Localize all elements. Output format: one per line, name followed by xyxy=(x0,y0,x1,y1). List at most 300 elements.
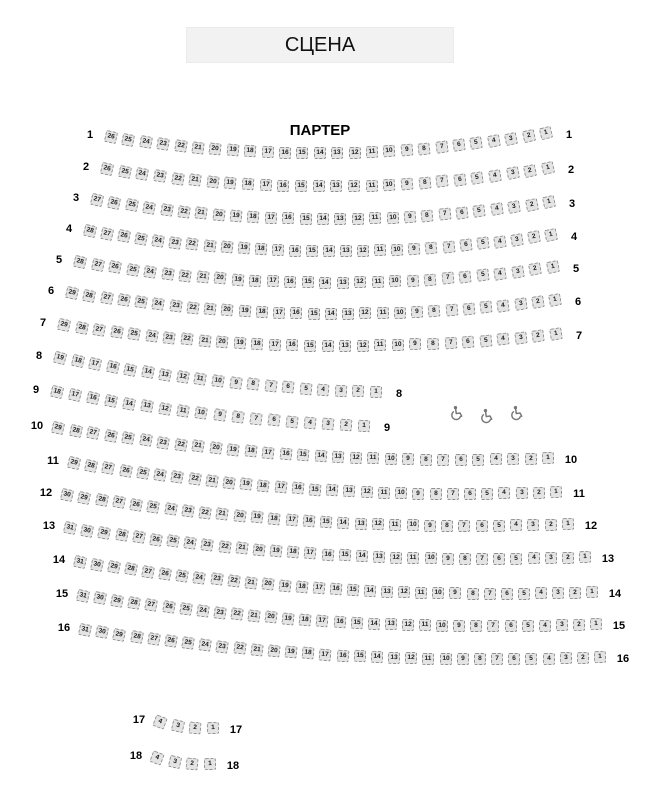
seat[interactable]: 16 xyxy=(289,244,301,256)
seat[interactable]: 23 xyxy=(160,203,174,217)
seat[interactable]: 8 xyxy=(419,453,431,465)
seat[interactable]: 19 xyxy=(238,305,251,318)
seat[interactable]: 11 xyxy=(365,179,378,192)
seat[interactable]: 4 xyxy=(152,714,167,729)
seat[interactable]: 26 xyxy=(104,130,118,144)
seat[interactable]: 23 xyxy=(153,170,167,184)
seat[interactable]: 1 xyxy=(207,722,220,735)
wheelchair-icon[interactable] xyxy=(477,407,495,425)
seat[interactable]: 2 xyxy=(186,757,199,770)
seat[interactable]: 4 xyxy=(494,267,508,281)
seat[interactable]: 20 xyxy=(209,143,222,156)
seat[interactable]: 12 xyxy=(349,451,362,464)
seat[interactable]: 21 xyxy=(247,609,260,622)
seat[interactable]: 22 xyxy=(188,472,202,486)
seat[interactable]: 2 xyxy=(524,452,536,464)
seat[interactable]: 28 xyxy=(73,255,87,269)
seat[interactable]: 24 xyxy=(142,201,156,215)
seat[interactable]: 3 xyxy=(544,552,556,564)
seat[interactable]: 8 xyxy=(418,142,431,155)
seat[interactable]: 26 xyxy=(129,498,143,512)
seat[interactable]: 24 xyxy=(151,297,165,311)
seat[interactable]: 2 xyxy=(573,618,586,631)
seat[interactable]: 14 xyxy=(317,213,329,225)
seat[interactable]: 20 xyxy=(214,272,227,285)
seat[interactable]: 19 xyxy=(226,144,239,157)
seat[interactable]: 15 xyxy=(104,394,118,408)
seat[interactable]: 17 xyxy=(266,275,279,288)
seat[interactable]: 1 xyxy=(544,228,558,242)
seat[interactable]: 16 xyxy=(86,391,100,405)
seat[interactable]: 24 xyxy=(196,604,210,618)
seat[interactable]: 17 xyxy=(259,179,272,192)
seat[interactable]: 12 xyxy=(176,370,190,384)
seat[interactable]: 26 xyxy=(158,567,172,581)
seat[interactable]: 17 xyxy=(312,581,325,594)
seat[interactable]: 25 xyxy=(121,431,135,445)
seat[interactable]: 29 xyxy=(51,421,65,435)
seat[interactable]: 12 xyxy=(348,146,360,158)
seat[interactable]: 18 xyxy=(70,354,85,369)
seat[interactable]: 21 xyxy=(250,643,263,656)
seat[interactable]: 1 xyxy=(549,327,563,341)
seat[interactable]: 2 xyxy=(189,721,202,734)
seat[interactable]: 13 xyxy=(342,308,354,320)
seat[interactable]: 15 xyxy=(309,483,322,496)
seat[interactable]: 1 xyxy=(586,586,599,599)
seat[interactable]: 16 xyxy=(284,276,296,288)
seat[interactable]: 21 xyxy=(188,174,201,187)
seat[interactable]: 6 xyxy=(452,138,466,152)
seat[interactable]: 25 xyxy=(127,327,141,341)
seat[interactable]: 21 xyxy=(235,542,248,555)
seat[interactable]: 7 xyxy=(458,520,470,532)
seat[interactable]: 4 xyxy=(149,750,164,765)
seat[interactable]: 7 xyxy=(476,553,488,565)
seat[interactable]: 16 xyxy=(290,307,302,319)
seat[interactable]: 25 xyxy=(118,165,132,179)
seat[interactable]: 25 xyxy=(134,232,148,246)
seat[interactable]: 24 xyxy=(143,265,157,279)
seat[interactable]: 6 xyxy=(508,653,520,665)
seat[interactable]: 26 xyxy=(110,325,124,339)
seat[interactable]: 29 xyxy=(67,456,81,470)
seat[interactable]: 2 xyxy=(523,164,537,178)
seat[interactable]: 20 xyxy=(267,644,280,657)
seat[interactable]: 6 xyxy=(501,588,513,600)
seat[interactable]: 29 xyxy=(110,594,124,608)
seat[interactable]: 31 xyxy=(76,589,90,603)
seat[interactable]: 17 xyxy=(261,446,274,459)
seat[interactable]: 8 xyxy=(459,553,471,565)
seat[interactable]: 10 xyxy=(383,179,396,192)
seat[interactable]: 3 xyxy=(507,453,519,465)
seat[interactable]: 27 xyxy=(132,530,146,544)
seat[interactable]: 6 xyxy=(493,553,505,565)
seat[interactable]: 21 xyxy=(203,239,216,252)
seat[interactable]: 7 xyxy=(441,272,454,285)
seat[interactable]: 9 xyxy=(406,274,419,287)
seat[interactable]: 9 xyxy=(403,210,416,223)
seat[interactable]: 28 xyxy=(75,320,89,334)
seat[interactable]: 4 xyxy=(542,652,554,664)
seat[interactable]: 19 xyxy=(278,579,291,592)
seat[interactable]: 11 xyxy=(419,619,431,631)
seat[interactable]: 8 xyxy=(427,337,440,350)
seat[interactable]: 17 xyxy=(319,648,332,661)
seat[interactable]: 13 xyxy=(334,213,346,225)
seat[interactable]: 28 xyxy=(115,528,129,542)
seat[interactable]: 24 xyxy=(164,502,178,516)
seat[interactable]: 7 xyxy=(445,303,458,316)
seat[interactable]: 24 xyxy=(151,234,165,248)
seat[interactable]: 18 xyxy=(302,647,315,660)
seat[interactable]: 8 xyxy=(429,488,441,500)
seat[interactable]: 28 xyxy=(130,630,144,644)
seat[interactable]: 26 xyxy=(162,600,176,614)
seat[interactable]: 13 xyxy=(343,485,356,498)
seat[interactable]: 18 xyxy=(247,211,260,224)
seat[interactable]: 12 xyxy=(402,619,414,631)
seat[interactable]: 23 xyxy=(156,137,170,151)
seat[interactable]: 20 xyxy=(206,175,219,188)
seat[interactable]: 31 xyxy=(63,521,77,535)
seat[interactable]: 22 xyxy=(233,641,246,654)
seat[interactable]: 15 xyxy=(306,245,318,257)
seat[interactable]: 5 xyxy=(473,204,487,218)
seat[interactable]: 25 xyxy=(125,198,139,212)
seat[interactable]: 14 xyxy=(319,277,331,289)
seat[interactable]: 10 xyxy=(195,406,209,420)
seat[interactable]: 27 xyxy=(90,193,104,207)
seat[interactable]: 5 xyxy=(510,553,522,565)
seat[interactable]: 27 xyxy=(92,323,106,337)
seat[interactable]: 9 xyxy=(213,408,227,422)
seat[interactable]: 15 xyxy=(307,307,319,319)
seat[interactable]: 17 xyxy=(269,338,282,351)
seat[interactable]: 28 xyxy=(68,424,82,438)
seat[interactable]: 31 xyxy=(73,555,87,569)
seat[interactable]: 30 xyxy=(93,591,107,605)
seat[interactable]: 15 xyxy=(304,339,316,351)
seat[interactable]: 20 xyxy=(222,476,235,489)
seat[interactable]: 20 xyxy=(212,208,225,221)
seat[interactable]: 2 xyxy=(569,586,581,598)
seat[interactable]: 10 xyxy=(432,587,444,599)
seat[interactable]: 11 xyxy=(407,552,419,564)
seat[interactable]: 18 xyxy=(50,385,65,400)
seat[interactable]: 24 xyxy=(139,135,153,149)
seat[interactable]: 23 xyxy=(181,504,195,518)
seat[interactable]: 2 xyxy=(562,551,575,564)
seat[interactable]: 4 xyxy=(535,587,547,599)
seat[interactable]: 3 xyxy=(559,652,571,664)
seat[interactable]: 7 xyxy=(487,620,499,632)
seat[interactable]: 3 xyxy=(506,166,520,180)
seat[interactable]: 30 xyxy=(95,625,109,639)
seat[interactable]: 12 xyxy=(405,652,417,664)
seat[interactable]: 26 xyxy=(103,429,117,443)
seat[interactable]: 3 xyxy=(504,132,518,146)
seat[interactable]: 14 xyxy=(321,340,333,352)
seat[interactable]: 5 xyxy=(518,587,530,599)
seat[interactable]: 15 xyxy=(302,276,314,288)
seat[interactable]: 30 xyxy=(60,488,74,502)
seat[interactable]: 5 xyxy=(493,520,505,532)
seat[interactable]: 9 xyxy=(412,487,424,499)
seat[interactable]: 13 xyxy=(330,180,342,192)
seat[interactable]: 5 xyxy=(472,454,484,466)
seat[interactable]: 27 xyxy=(101,461,115,475)
seat[interactable]: 15 xyxy=(338,549,351,562)
seat[interactable]: 1 xyxy=(539,126,554,141)
seat[interactable]: 22 xyxy=(171,172,185,186)
seat[interactable]: 23 xyxy=(216,640,229,653)
seat[interactable]: 21 xyxy=(196,270,209,283)
seat[interactable]: 3 xyxy=(515,487,527,499)
seat[interactable]: 4 xyxy=(539,619,551,631)
seat[interactable]: 19 xyxy=(224,177,237,190)
seat[interactable]: 20 xyxy=(221,304,234,317)
seat[interactable]: 12 xyxy=(354,276,366,288)
seat[interactable]: 28 xyxy=(124,562,138,576)
seat[interactable]: 9 xyxy=(402,453,414,465)
seat[interactable]: 17 xyxy=(316,615,329,628)
seat[interactable]: 19 xyxy=(250,511,263,524)
seat[interactable]: 25 xyxy=(176,569,190,583)
seat[interactable]: 24 xyxy=(198,638,212,652)
seat[interactable]: 29 xyxy=(57,318,71,332)
seat[interactable]: 14 xyxy=(314,147,326,159)
seat[interactable]: 11 xyxy=(372,276,384,288)
seat[interactable]: 9 xyxy=(409,338,422,351)
seat[interactable]: 1 xyxy=(358,420,371,433)
seat[interactable]: 6 xyxy=(455,206,468,219)
seat[interactable]: 1 xyxy=(542,452,555,465)
seat[interactable]: 23 xyxy=(169,299,182,312)
seat[interactable]: 15 xyxy=(350,616,363,629)
seat[interactable]: 7 xyxy=(484,588,496,600)
seat[interactable]: 26 xyxy=(117,293,131,307)
seat[interactable]: 16 xyxy=(336,649,349,662)
seat[interactable]: 10 xyxy=(386,211,399,224)
seat[interactable]: 25 xyxy=(121,133,135,147)
seat[interactable]: 17 xyxy=(261,146,274,159)
seat[interactable]: 13 xyxy=(385,618,398,631)
seat[interactable]: 1 xyxy=(546,260,560,274)
seat[interactable]: 21 xyxy=(205,474,219,488)
seat[interactable]: 13 xyxy=(340,245,352,257)
seat[interactable]: 19 xyxy=(53,351,68,366)
seat[interactable]: 4 xyxy=(490,202,504,216)
seat[interactable]: 16 xyxy=(291,482,304,495)
seat[interactable]: 8 xyxy=(231,410,245,424)
seat[interactable]: 16 xyxy=(279,146,291,158)
seat[interactable]: 18 xyxy=(268,512,281,525)
seat[interactable]: 18 xyxy=(299,613,312,626)
seat[interactable]: 26 xyxy=(117,229,131,243)
seat[interactable]: 17 xyxy=(285,513,298,526)
seat[interactable]: 24 xyxy=(145,329,159,343)
seat[interactable]: 5 xyxy=(479,334,492,347)
seat[interactable]: 4 xyxy=(303,416,316,429)
seat[interactable]: 12 xyxy=(158,402,172,416)
seat[interactable]: 9 xyxy=(411,306,424,319)
seat[interactable]: 9 xyxy=(229,376,243,390)
seat[interactable]: 11 xyxy=(415,586,427,598)
seat[interactable]: 26 xyxy=(164,634,178,648)
seat[interactable]: 27 xyxy=(90,258,104,272)
seat[interactable]: 1 xyxy=(579,551,592,564)
seat[interactable]: 9 xyxy=(424,519,436,531)
seat[interactable]: 6 xyxy=(464,488,476,500)
seat[interactable]: 10 xyxy=(391,243,404,256)
seat[interactable]: 13 xyxy=(158,368,172,382)
seat[interactable]: 14 xyxy=(323,245,335,257)
seat[interactable]: 17 xyxy=(265,211,278,224)
seat[interactable]: 26 xyxy=(119,464,133,478)
seat[interactable]: 21 xyxy=(244,576,257,589)
seat[interactable]: 9 xyxy=(457,653,469,665)
seat[interactable]: 12 xyxy=(359,307,371,319)
seat[interactable]: 16 xyxy=(105,360,119,374)
seat[interactable]: 29 xyxy=(77,491,91,505)
seat[interactable]: 3 xyxy=(170,719,184,733)
seat[interactable]: 22 xyxy=(218,540,231,553)
seat[interactable]: 9 xyxy=(453,620,465,632)
seat[interactable]: 2 xyxy=(340,419,353,432)
seat[interactable]: 11 xyxy=(176,404,190,418)
seat[interactable]: 28 xyxy=(127,596,141,610)
seat[interactable]: 10 xyxy=(211,374,225,388)
seat[interactable]: 26 xyxy=(107,196,121,210)
seat[interactable]: 7 xyxy=(444,336,457,349)
seat[interactable]: 6 xyxy=(459,238,472,251)
seat[interactable]: 5 xyxy=(476,269,489,282)
seat[interactable]: 1 xyxy=(204,758,217,771)
seat[interactable]: 2 xyxy=(544,518,557,531)
seat[interactable]: 2 xyxy=(352,385,365,398)
seat[interactable]: 19 xyxy=(233,336,246,349)
seat[interactable]: 28 xyxy=(82,288,96,302)
seat[interactable]: 8 xyxy=(441,520,453,532)
seat[interactable]: 13 xyxy=(337,276,349,288)
seat[interactable]: 2 xyxy=(528,262,542,276)
seat[interactable]: 31 xyxy=(78,623,92,637)
seat[interactable]: 3 xyxy=(514,331,527,344)
seat[interactable]: 25 xyxy=(126,263,140,277)
seat[interactable]: 21 xyxy=(191,141,204,154)
seat[interactable]: 13 xyxy=(354,517,367,530)
seat[interactable]: 16 xyxy=(279,447,292,460)
seat[interactable]: 6 xyxy=(462,302,475,315)
seat[interactable]: 7 xyxy=(435,140,448,153)
seat[interactable]: 9 xyxy=(400,177,413,190)
seat[interactable]: 24 xyxy=(183,537,197,551)
seat[interactable]: 20 xyxy=(220,241,233,254)
seat[interactable]: 8 xyxy=(421,209,434,222)
seat[interactable]: 12 xyxy=(390,551,403,564)
seat[interactable]: 27 xyxy=(147,632,161,646)
seat[interactable]: 11 xyxy=(369,212,382,225)
seat[interactable]: 30 xyxy=(80,523,94,537)
seat[interactable]: 29 xyxy=(65,286,79,300)
seat[interactable]: 2 xyxy=(577,651,590,664)
seat[interactable]: 28 xyxy=(94,493,108,507)
seat[interactable]: 13 xyxy=(140,399,154,413)
seat[interactable]: 14 xyxy=(355,550,368,563)
seat[interactable]: 17 xyxy=(272,244,285,257)
seat[interactable]: 8 xyxy=(424,273,437,286)
seat[interactable]: 10 xyxy=(384,453,396,465)
seat[interactable]: 19 xyxy=(230,209,243,222)
seat[interactable]: 23 xyxy=(161,267,175,281)
seat[interactable]: 7 xyxy=(264,379,277,392)
seat[interactable]: 25 xyxy=(166,535,180,549)
seat[interactable]: 1 xyxy=(590,618,603,631)
seat[interactable]: 14 xyxy=(314,450,327,463)
seat[interactable]: 23 xyxy=(169,236,183,250)
seat[interactable]: 11 xyxy=(389,519,401,531)
seat[interactable]: 22 xyxy=(198,506,212,520)
seat[interactable]: 10 xyxy=(389,275,402,288)
seat[interactable]: 15 xyxy=(295,180,307,192)
seat[interactable]: 14 xyxy=(325,308,337,320)
seat[interactable]: 28 xyxy=(83,224,97,238)
seat[interactable]: 26 xyxy=(100,162,114,176)
seat[interactable]: 3 xyxy=(334,384,347,397)
seat[interactable]: 6 xyxy=(476,520,488,532)
seat[interactable]: 13 xyxy=(332,451,345,464)
seat[interactable]: 29 xyxy=(107,560,121,574)
seat[interactable]: 24 xyxy=(153,468,167,482)
seat[interactable]: 27 xyxy=(144,598,158,612)
seat[interactable]: 15 xyxy=(347,584,360,597)
seat[interactable]: 13 xyxy=(373,551,386,564)
seat[interactable]: 30 xyxy=(90,557,104,571)
seat[interactable]: 20 xyxy=(209,441,222,454)
seat[interactable]: 20 xyxy=(252,543,265,556)
seat[interactable]: 2 xyxy=(532,329,546,343)
seat[interactable]: 8 xyxy=(418,176,431,189)
seat[interactable]: 29 xyxy=(97,526,111,540)
seat[interactable]: 18 xyxy=(242,178,255,191)
seat[interactable]: 25 xyxy=(136,466,150,480)
seat[interactable]: 14 xyxy=(337,516,350,529)
seat[interactable]: 7 xyxy=(435,175,448,188)
seat[interactable]: 8 xyxy=(466,588,478,600)
seat[interactable]: 15 xyxy=(297,449,310,462)
seat[interactable]: 2 xyxy=(527,230,541,244)
seat[interactable]: 12 xyxy=(398,586,411,599)
seat[interactable]: 18 xyxy=(257,479,270,492)
seat[interactable]: 4 xyxy=(317,383,330,396)
seat[interactable]: 18 xyxy=(244,445,257,458)
seat[interactable]: 23 xyxy=(201,538,215,552)
seat[interactable]: 7 xyxy=(438,208,451,221)
seat[interactable]: 10 xyxy=(392,339,404,351)
seat[interactable]: 14 xyxy=(364,584,377,597)
seat[interactable]: 18 xyxy=(255,306,268,319)
seat[interactable]: 5 xyxy=(469,136,483,150)
seat[interactable]: 13 xyxy=(331,147,343,159)
seat[interactable]: 19 xyxy=(282,612,295,625)
seat[interactable]: 4 xyxy=(498,487,510,499)
seat[interactable]: 20 xyxy=(233,509,246,522)
seat[interactable]: 11 xyxy=(374,339,386,351)
seat[interactable]: 23 xyxy=(213,606,227,620)
seat[interactable]: 2 xyxy=(525,198,539,212)
